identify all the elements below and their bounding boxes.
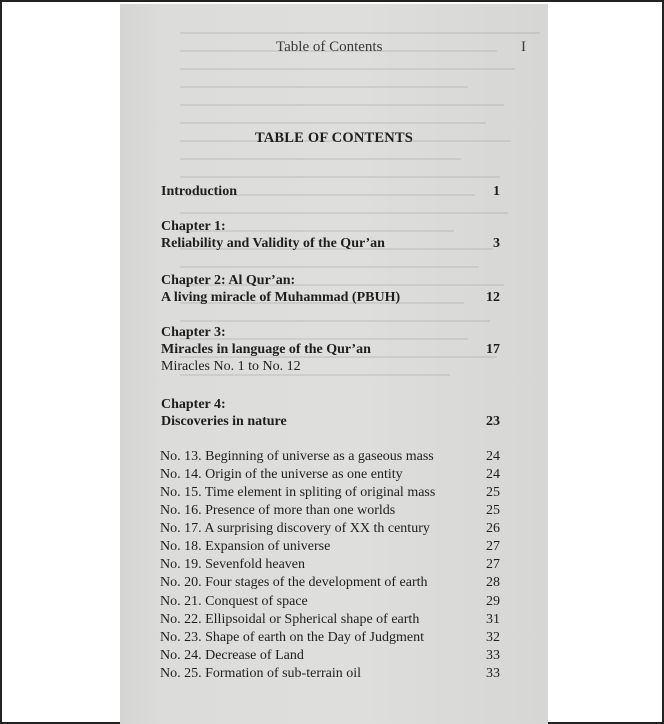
toc-entry-page: 23 <box>486 414 500 429</box>
toc-item: No. 20. Four stages of the development of earth 28 <box>160 575 500 590</box>
toc-item: No. 24. Decrease of Land 33 <box>160 648 500 663</box>
toc-entry-chapter-3 <box>161 324 500 375</box>
page-number: I <box>521 39 526 55</box>
toc-entry-heading: Discoveries in nature <box>161 414 287 429</box>
toc-entry-page: 1 <box>493 184 500 199</box>
toc-entry-page: 17 <box>486 342 500 357</box>
toc-entry-heading: Miracles in language of the Qur’an <box>161 342 371 357</box>
toc-chapter-label: Chapter 4: <box>161 397 226 412</box>
toc-item: No. 19. Sevenfold heaven 27 <box>160 557 500 572</box>
toc-entry-heading: Introduction <box>161 184 237 199</box>
toc-item: No. 23. Shape of earth on the Day of Judgment 32 <box>160 630 500 645</box>
toc-entry-subtext: Miracles No. 1 to No. 12 <box>161 359 301 374</box>
toc-entry-chapter-1 <box>161 218 500 252</box>
toc-chapter-label: Chapter 3: <box>161 325 226 340</box>
toc-entry-page: 3 <box>493 236 500 251</box>
running-header-title: Table of Contents <box>276 39 383 55</box>
toc-entry-heading: A living miracle of Muhammad (PBUH) <box>161 290 401 305</box>
toc-item: No. 14. Origin of the universe as one entity 24 <box>160 467 500 482</box>
toc-title: TABLE OF CONTENTS <box>254 130 414 146</box>
toc-item: No. 18. Expansion of universe 27 <box>160 539 500 554</box>
book-page <box>120 4 548 724</box>
toc-entry-heading: Reliability and Validity of the Qur’an <box>161 236 385 251</box>
toc-item: No. 21. Conquest of space 29 <box>160 594 500 609</box>
toc-item: No. 15. Time element in spliting of original mass 25 <box>160 485 500 500</box>
toc-chapter-label: Chapter 1: <box>161 219 226 234</box>
toc-item: No. 16. Presence of more than one worlds 25 <box>160 503 500 518</box>
toc-item: No. 13. Beginning of universe as a gaseous mass 24 <box>160 449 500 464</box>
toc-entry-introduction <box>161 183 500 200</box>
toc-entry-chapter-2 <box>161 272 500 306</box>
toc-entry-chapter-4 <box>161 396 500 430</box>
toc-item: No. 22. Ellipsoidal or Spherical shape of earth 31 <box>160 612 500 627</box>
toc-entry-page: 12 <box>486 290 500 305</box>
toc-item: No. 17. A surprising discovery of XX th century 26 <box>160 521 500 536</box>
toc-chapter-label: Chapter 2: Al Qur’an: <box>161 273 296 288</box>
toc-item: No. 25. Formation of sub-terrain oil 33 <box>160 666 500 681</box>
